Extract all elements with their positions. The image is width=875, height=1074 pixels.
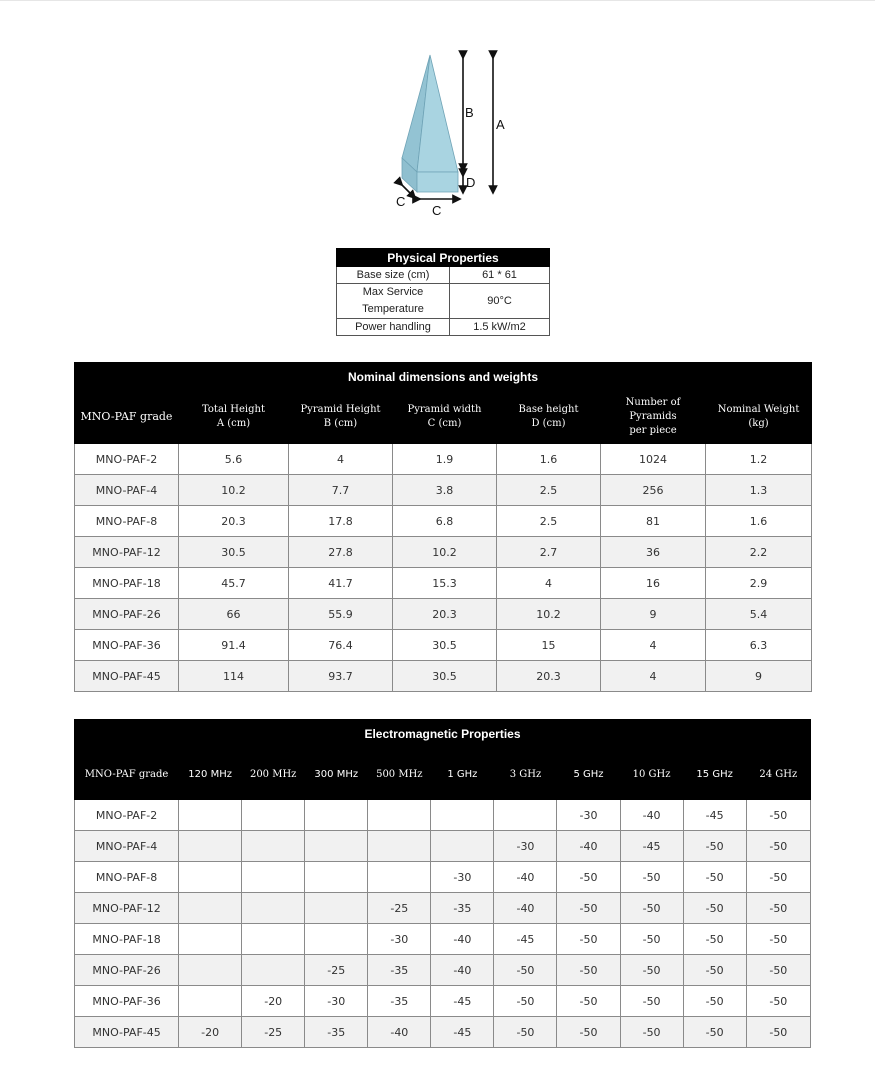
- em-body: [75, 800, 811, 1048]
- physical-value: 61 * 61: [450, 267, 550, 284]
- table-cell: 30.5: [179, 537, 289, 568]
- table-cell: 1.6: [706, 506, 812, 537]
- attenuation-cell: -50: [620, 955, 683, 986]
- grade-cell: MNO-PAF-26: [75, 599, 179, 630]
- grade-cell: MNO-PAF-4: [75, 831, 179, 862]
- header-line: Pyramid Height: [300, 404, 381, 415]
- table-cell: 4: [289, 444, 393, 475]
- table-cell: 2.9: [706, 568, 812, 599]
- header-frequency: 1 GHz: [431, 749, 494, 800]
- em-header-row: [75, 749, 811, 800]
- attenuation-cell: [242, 862, 305, 893]
- header-frequency: 500 MHz: [368, 749, 431, 800]
- table-cell: 55.9: [289, 599, 393, 630]
- header-line: Base height: [518, 404, 579, 415]
- attenuation-cell: [242, 893, 305, 924]
- table-cell: 30.5: [393, 661, 497, 692]
- table-row: [75, 986, 811, 1017]
- table-cell: 9: [601, 599, 706, 630]
- nominal-dimensions-table: [74, 362, 812, 692]
- table-cell: 15: [497, 630, 601, 661]
- attenuation-cell: -35: [368, 986, 431, 1017]
- table-cell: 2.2: [706, 537, 812, 568]
- attenuation-cell: -50: [557, 924, 620, 955]
- header-frequency: 24 GHz: [746, 749, 810, 800]
- attenuation-cell: -50: [557, 893, 620, 924]
- attenuation-cell: -50: [557, 986, 620, 1017]
- pyramid-dimension-diagram: [385, 40, 525, 230]
- table-row: [75, 568, 812, 599]
- attenuation-cell: -30: [305, 986, 368, 1017]
- electromagnetic-properties-table: [74, 719, 811, 1048]
- label-c-side: C: [396, 194, 406, 209]
- header-line: C (cm): [427, 418, 462, 429]
- grade-cell: MNO-PAF-36: [75, 986, 179, 1017]
- attenuation-cell: -50: [494, 1017, 557, 1048]
- table-cell: 10.2: [393, 537, 497, 568]
- table-cell: 1024: [601, 444, 706, 475]
- table-row: [75, 506, 812, 537]
- attenuation-cell: [242, 831, 305, 862]
- attenuation-cell: -45: [431, 1017, 494, 1048]
- attenuation-cell: -50: [494, 986, 557, 1017]
- attenuation-cell: [305, 831, 368, 862]
- table-cell: 41.7: [289, 568, 393, 599]
- physical-properties-table: [336, 248, 550, 336]
- table-row: [75, 955, 811, 986]
- attenuation-cell: [305, 893, 368, 924]
- attenuation-cell: -40: [557, 831, 620, 862]
- attenuation-cell: -45: [431, 986, 494, 1017]
- attenuation-cell: -40: [494, 862, 557, 893]
- attenuation-cell: -40: [368, 1017, 431, 1048]
- table-cell: 93.7: [289, 661, 393, 692]
- attenuation-cell: -35: [431, 893, 494, 924]
- header-frequency: 3 GHz: [494, 749, 557, 800]
- attenuation-cell: -30: [368, 924, 431, 955]
- grade-cell: MNO-PAF-4: [75, 475, 179, 506]
- header-grade: MNO-PAF grade: [75, 749, 179, 800]
- attenuation-cell: [431, 800, 494, 831]
- table-cell: 15.3: [393, 568, 497, 599]
- table-cell: 5.4: [706, 599, 812, 630]
- attenuation-cell: -50: [683, 1017, 746, 1048]
- attenuation-cell: -50: [557, 955, 620, 986]
- grade-cell: MNO-PAF-2: [75, 444, 179, 475]
- table-row: [75, 893, 811, 924]
- grade-cell: MNO-PAF-18: [75, 924, 179, 955]
- table-cell: 3.8: [393, 475, 497, 506]
- header-line: D (cm): [531, 418, 566, 429]
- table-cell: 36: [601, 537, 706, 568]
- table-cell: 4: [601, 661, 706, 692]
- table-cell: 6.8: [393, 506, 497, 537]
- attenuation-cell: [368, 862, 431, 893]
- page-top-border: [0, 0, 875, 1]
- header-number-of-pyramids: [601, 391, 706, 444]
- grade-cell: MNO-PAF-12: [75, 537, 179, 568]
- grade-cell: MNO-PAF-36: [75, 630, 179, 661]
- attenuation-cell: [242, 955, 305, 986]
- table-row: [75, 924, 811, 955]
- header-total-height: [179, 391, 289, 444]
- physical-label: Base size (cm): [337, 267, 450, 284]
- attenuation-cell: -20: [179, 1017, 242, 1048]
- attenuation-cell: [179, 924, 242, 955]
- attenuation-cell: -25: [305, 955, 368, 986]
- table-cell: 16: [601, 568, 706, 599]
- table-cell: 2.5: [497, 506, 601, 537]
- attenuation-cell: -40: [620, 800, 683, 831]
- header-pyramid-height: [289, 391, 393, 444]
- attenuation-cell: -30: [431, 862, 494, 893]
- attenuation-cell: -50: [620, 1017, 683, 1048]
- label-b: B: [465, 105, 474, 120]
- attenuation-cell: -50: [746, 893, 810, 924]
- pyramid-shape: [402, 55, 458, 192]
- grade-cell: MNO-PAF-8: [75, 506, 179, 537]
- table-cell: 6.3: [706, 630, 812, 661]
- grade-cell: MNO-PAF-8: [75, 862, 179, 893]
- header-frequency: 120 MHz: [179, 749, 242, 800]
- table-row: [75, 630, 812, 661]
- attenuation-cell: -50: [620, 893, 683, 924]
- table-cell: 1.2: [706, 444, 812, 475]
- attenuation-cell: -50: [746, 862, 810, 893]
- table-row: [75, 661, 812, 692]
- attenuation-cell: -50: [620, 862, 683, 893]
- table-cell: 1.9: [393, 444, 497, 475]
- attenuation-cell: -40: [494, 893, 557, 924]
- table-row: [75, 800, 811, 831]
- table-cell: 30.5: [393, 630, 497, 661]
- physical-row: [337, 267, 550, 284]
- attenuation-cell: -50: [683, 831, 746, 862]
- table-cell: 20.3: [497, 661, 601, 692]
- header-line: Number of Pyramids: [625, 397, 681, 422]
- attenuation-cell: [431, 831, 494, 862]
- attenuation-cell: [494, 800, 557, 831]
- grade-cell: MNO-PAF-26: [75, 955, 179, 986]
- grade-cell: MNO-PAF-12: [75, 893, 179, 924]
- table-row: [75, 444, 812, 475]
- physical-value: 90°C: [450, 284, 550, 319]
- table-cell: 9: [706, 661, 812, 692]
- attenuation-cell: -50: [620, 924, 683, 955]
- table-cell: 2.5: [497, 475, 601, 506]
- attenuation-cell: -45: [683, 800, 746, 831]
- attenuation-cell: -50: [620, 986, 683, 1017]
- em-table-title: Electromagnetic Properties: [75, 720, 811, 749]
- attenuation-cell: -35: [305, 1017, 368, 1048]
- attenuation-cell: -25: [242, 1017, 305, 1048]
- attenuation-cell: [179, 955, 242, 986]
- attenuation-cell: -40: [431, 924, 494, 955]
- attenuation-cell: [179, 862, 242, 893]
- attenuation-cell: -50: [746, 1017, 810, 1048]
- header-base-height: [497, 391, 601, 444]
- attenuation-cell: -50: [683, 924, 746, 955]
- attenuation-cell: -50: [746, 955, 810, 986]
- attenuation-cell: -30: [494, 831, 557, 862]
- header-grade: MNO-PAF grade: [75, 391, 179, 444]
- table-cell: 2.7: [497, 537, 601, 568]
- attenuation-cell: [305, 862, 368, 893]
- header-frequency: 300 MHz: [305, 749, 368, 800]
- attenuation-cell: -50: [683, 955, 746, 986]
- header-line: Pyramid width: [407, 404, 482, 415]
- table-cell: 10.2: [179, 475, 289, 506]
- physical-properties-title: Physical Properties: [337, 249, 550, 267]
- table-cell: 10.2: [497, 599, 601, 630]
- header-line: A (cm): [216, 418, 251, 429]
- table-cell: 7.7: [289, 475, 393, 506]
- table-cell: 45.7: [179, 568, 289, 599]
- table-cell: 4: [497, 568, 601, 599]
- attenuation-cell: [305, 924, 368, 955]
- header-frequency: 15 GHz: [683, 749, 746, 800]
- table-row: [75, 831, 811, 862]
- attenuation-cell: -50: [746, 924, 810, 955]
- attenuation-cell: [368, 831, 431, 862]
- attenuation-cell: -30: [557, 800, 620, 831]
- attenuation-cell: [242, 800, 305, 831]
- table-cell: 76.4: [289, 630, 393, 661]
- table-cell: 27.8: [289, 537, 393, 568]
- table-cell: 81: [601, 506, 706, 537]
- grade-cell: MNO-PAF-45: [75, 661, 179, 692]
- attenuation-cell: -50: [746, 986, 810, 1017]
- table-row: [75, 1017, 811, 1048]
- dimensions-table-title: Nominal dimensions and weights: [75, 363, 812, 391]
- table-row: [75, 862, 811, 893]
- attenuation-cell: -50: [494, 955, 557, 986]
- header-frequency: 200 MHz: [242, 749, 305, 800]
- table-row: [75, 599, 812, 630]
- grade-cell: MNO-PAF-45: [75, 1017, 179, 1048]
- attenuation-cell: -20: [242, 986, 305, 1017]
- label-d: D: [466, 175, 476, 190]
- header-frequency: 5 GHz: [557, 749, 620, 800]
- attenuation-cell: -25: [368, 893, 431, 924]
- physical-row: [337, 284, 550, 319]
- header-line: B (cm): [323, 418, 358, 429]
- table-cell: 17.8: [289, 506, 393, 537]
- attenuation-cell: -50: [683, 986, 746, 1017]
- header-nominal-weight: Nominal Weight (kg): [706, 391, 812, 444]
- table-cell: 20.3: [179, 506, 289, 537]
- attenuation-cell: -50: [683, 893, 746, 924]
- attenuation-cell: [368, 800, 431, 831]
- table-cell: 256: [601, 475, 706, 506]
- table-cell: 1.6: [497, 444, 601, 475]
- table-cell: 4: [601, 630, 706, 661]
- table-cell: 114: [179, 661, 289, 692]
- table-cell: 66: [179, 599, 289, 630]
- grade-cell: MNO-PAF-2: [75, 800, 179, 831]
- attenuation-cell: [179, 986, 242, 1017]
- attenuation-cell: -35: [368, 955, 431, 986]
- attenuation-cell: -50: [557, 1017, 620, 1048]
- attenuation-cell: -50: [683, 862, 746, 893]
- dimensions-header-row: [75, 391, 812, 444]
- attenuation-cell: [242, 924, 305, 955]
- label-a: A: [496, 117, 505, 132]
- physical-value: 1.5 kW/m2: [450, 319, 550, 336]
- label-c-front: C: [432, 203, 442, 218]
- attenuation-cell: [179, 831, 242, 862]
- attenuation-cell: -50: [746, 800, 810, 831]
- attenuation-cell: -45: [494, 924, 557, 955]
- attenuation-cell: [179, 800, 242, 831]
- attenuation-cell: -40: [431, 955, 494, 986]
- dimensions-body: [75, 444, 812, 692]
- attenuation-cell: -50: [557, 862, 620, 893]
- attenuation-cell: -45: [620, 831, 683, 862]
- attenuation-cell: [179, 893, 242, 924]
- table-row: [75, 475, 812, 506]
- table-cell: 5.6: [179, 444, 289, 475]
- table-cell: 20.3: [393, 599, 497, 630]
- physical-label: Max Service Temperature: [337, 284, 450, 319]
- attenuation-cell: [305, 800, 368, 831]
- table-cell: 1.3: [706, 475, 812, 506]
- physical-row: [337, 319, 550, 336]
- table-cell: 91.4: [179, 630, 289, 661]
- grade-cell: MNO-PAF-18: [75, 568, 179, 599]
- header-pyramid-width: [393, 391, 497, 444]
- header-frequency: 10 GHz: [620, 749, 683, 800]
- header-line: per piece: [629, 425, 677, 436]
- table-row: [75, 537, 812, 568]
- attenuation-cell: -50: [746, 831, 810, 862]
- physical-label: Power handling: [337, 319, 450, 336]
- header-line: Total Height: [202, 404, 265, 415]
